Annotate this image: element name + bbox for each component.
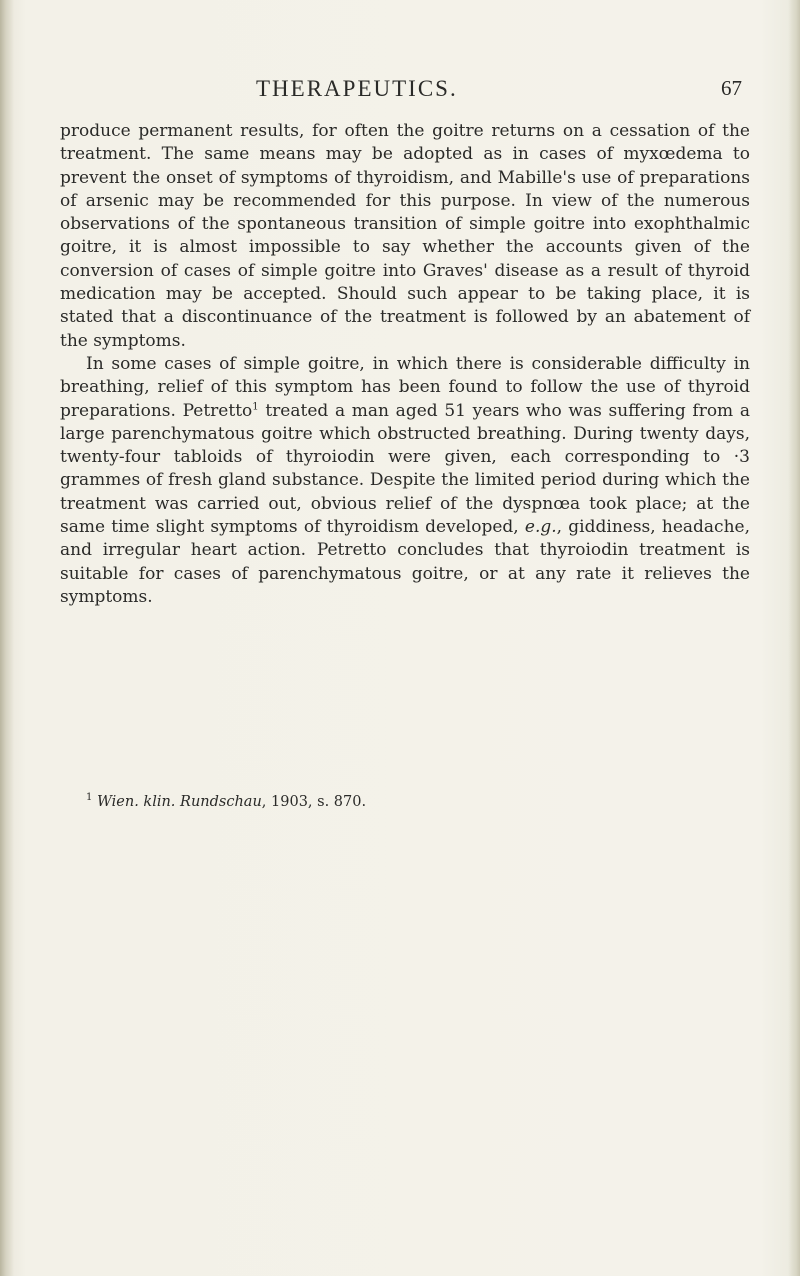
footnote-citation: , 1903, s. 870. [261, 794, 367, 810]
paragraph-1: produce permanent results, for often the goitre returns on a cessation of the treatment. The same means may be adopted as in cases of myxœdema to prevent the onset of symptoms of thyroidism, and Mabille's use of preparations of arsenic may be recommended for this purpose. In view of the numerous observations of the spontaneous transition of simple goitre into exophthalmic goitre, it is almost impossible to say whether the accounts given of the conversion of cases of simple goitre into Graves' disease as a result of thyroid medication may be accepted. Should such appear to be taking place, it is stated that a discontinuance of the treatment is followed by an abatement of the symptoms. [60, 121, 750, 351]
paragraph-2-part-c: , giddiness, headache, and irregular heart action. Petretto concludes that thyroiodin treatment is suitable for cases of parenchymatous goitre, or at any rate it relieves the symptoms. [60, 517, 750, 607]
footnote-reference: 1 [252, 400, 259, 412]
paragraph-2 [60, 353, 750, 609]
page-number: 67 [721, 76, 742, 100]
paragraph-2-part-a: In some cases of simple goitre, in which there is considerable difficulty in breathing, relief of this symptom has been found to follow the use of thyroid preparations. Petretto [60, 353, 750, 421]
abbreviation-eg: e.g. [524, 517, 557, 538]
footnote [86, 792, 746, 812]
footnote-marker: 1 [86, 792, 93, 804]
footnote-journal: Wien. klin. Rundschau [96, 794, 262, 810]
paragraph-2-part-b: treated a man aged 51 years who was suffering from a large parenchymatous goitre which obstructed breathing. During twenty days, twenty-four tabloids of thyroiodin were given, each corresponding to ·3 grammes of fresh gland substance. Despite the limited period during which the treatment was carried out, obvious relief of the dyspnœa took place; at the same time slight symptoms of thyroidism developed, [60, 400, 751, 538]
page-edge-shadow [788, 0, 800, 1276]
running-head [60, 76, 750, 110]
page-gutter-shadow [0, 0, 14, 1276]
page-title: THERAPEUTICS. [256, 76, 458, 101]
body-text [60, 120, 750, 609]
